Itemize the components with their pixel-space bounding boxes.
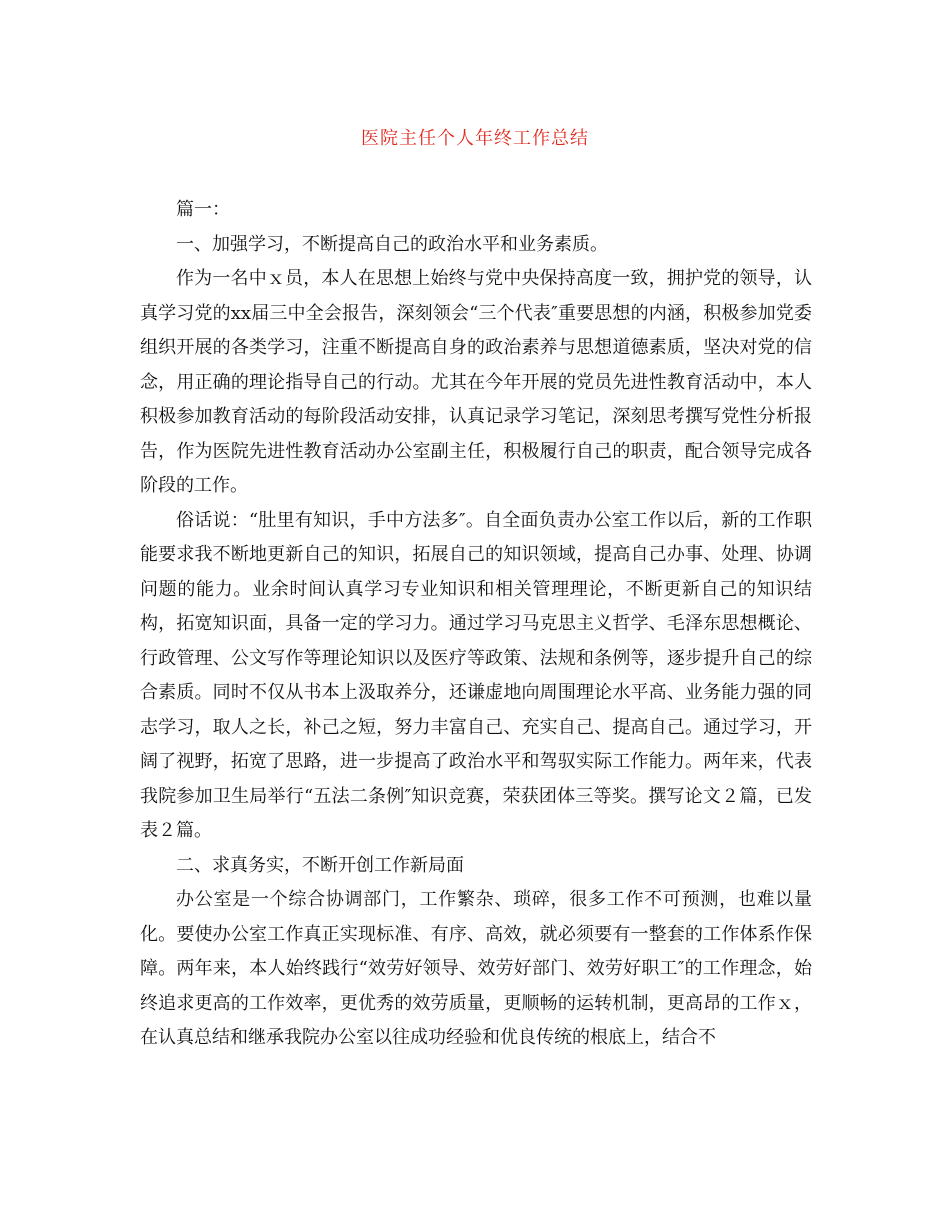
paragraph-heading-2: 二、求真务实，不断开创工作新局面	[176, 854, 464, 876]
document-title: 医院主任个人年终工作总结	[361, 128, 589, 149]
paragraph: 办公室是一个综合协调部门，工作繁杂、琐碎，很多工作不可预测，也难以量化。要使办公室工作真正实现标准、有序、高效，就必须要有一整套的工作体系作保障。两年来，本人始终践行“效劳好领导、效劳好部门、效劳好职工″的工作理念，始终追求更高的工作效率，更优秀的效劳质量，更顺畅的运转机制，更高昂的工作ｘ，在认真总结和继承我院办公室以往成功经验和优良传统的根底上，结合不	[140, 889, 812, 1048]
paragraph-section-label: 篇一：	[176, 199, 230, 220]
document-body	[140, 193, 812, 1056]
paragraph: 俗话说：“肚里有知识，手中方法多″。自全面负责办公室工作以后，新的工作职能要求我不断地更新自己的知识，拓展自己的知识领域，提高自己办事、处理、协调问题的能力。业余时间认真学习专业知识和相关管理理论，不断更新自己的知识结构，拓宽知识面，具备一定的学习力。通过学习马克思主义哲学、毛泽东思想概论、行政管理、公文写作等理论知识以及医疗等政策、法规和条例等，逐步提升自己的综合素质。同时不仅从书本上汲取养分，还谦虚地向周围理论水平高、业务能力强的同志学习，取人之长，补己之短，努力丰富自己、充实自己、提高自己。通过学习，开阔了视野，拓宽了思路，进一步提高了政治水平和驾驭实际工作能力。两年来，代表我院参加卫生局举行“五法二条例″知识竞赛，荣获团体三等奖。撰写论文２篇，已发表２篇。	[140, 509, 812, 841]
paragraph-heading-1: 一、加强学习，不断提高自己的政治水平和业务素质。	[176, 233, 608, 255]
paragraph: 作为一名中ｘ员，本人在思想上始终与党中央保持高度一致，拥护党的领导，认真学习党的xx届三中全会报告，深刻领会“三个代表″重要思想的内涵，积极参加党委组织开展的各类学习，注重不断提高自身的政治素养与思想道德素质，坚决对党的信念，用正确的理论指导自己的行动。尤其在今年开展的党员先进性教育活动中，本人积极参加教育活动的每阶段活动安排，认真记录学习笔记，深刻思考撰写党性分析报告，作为医院先进性教育活动办公室副主任，积极履行自己的职责，配合领导完成各阶段的工作。	[140, 268, 812, 496]
